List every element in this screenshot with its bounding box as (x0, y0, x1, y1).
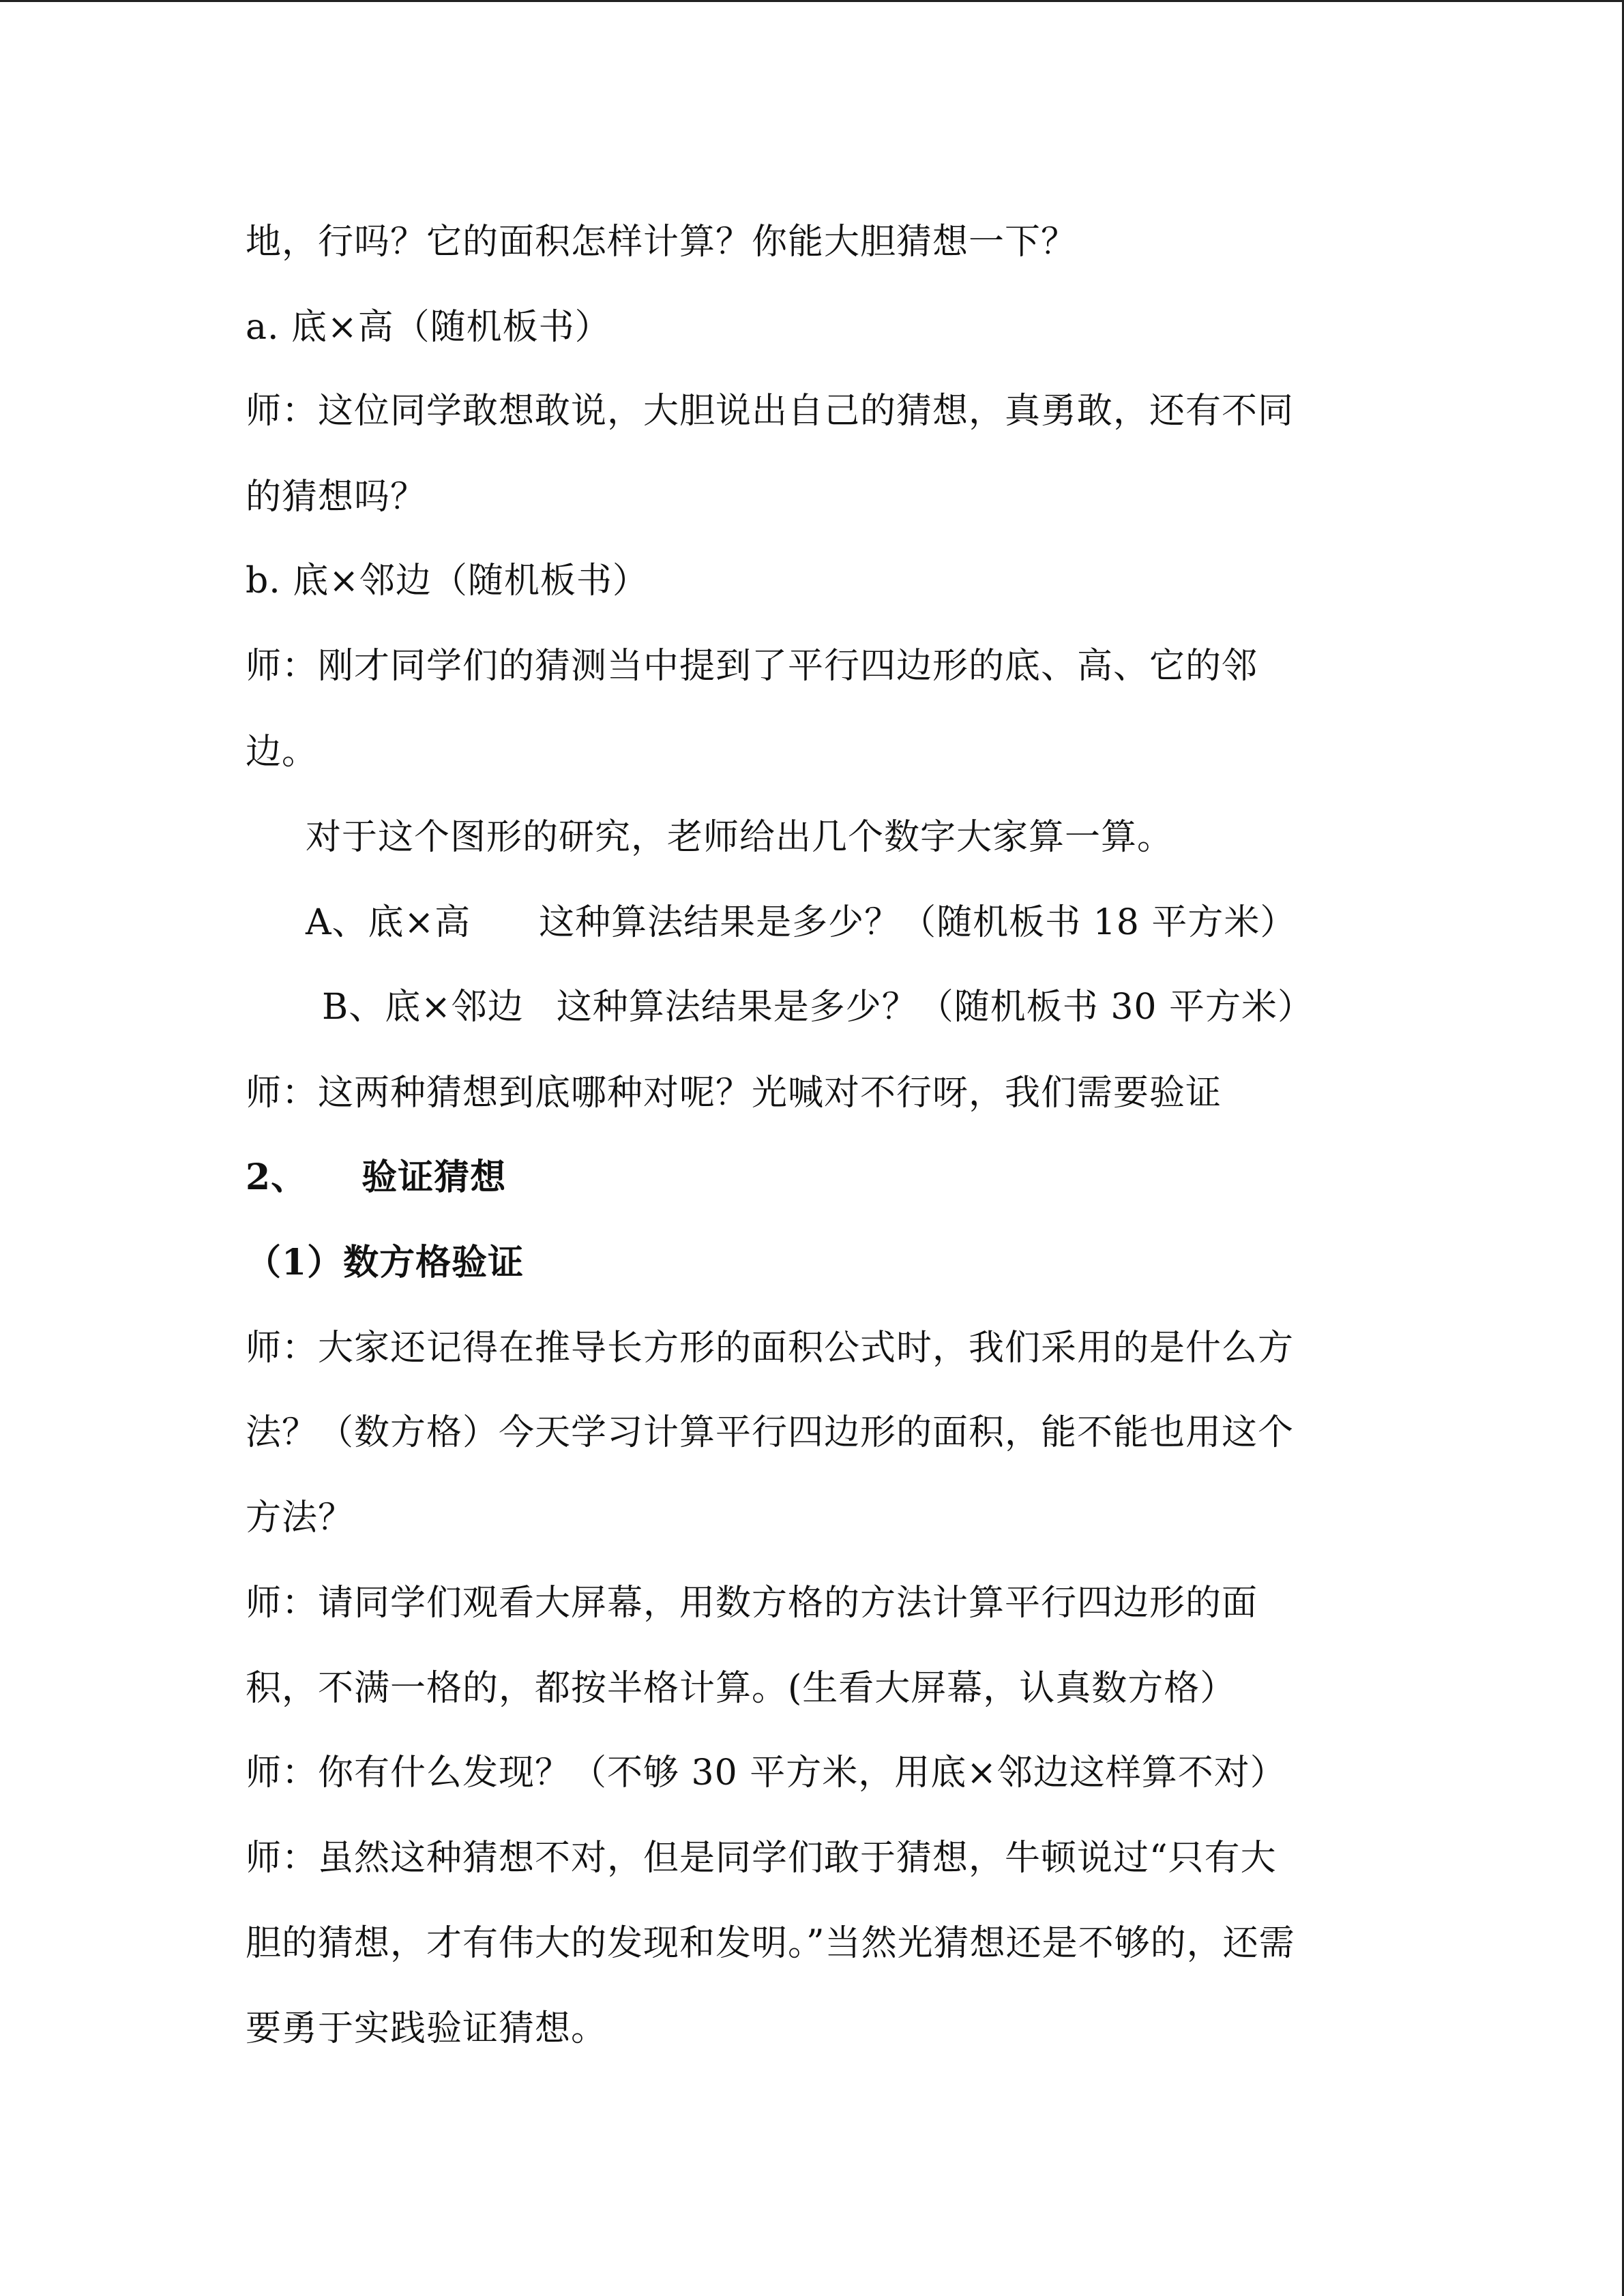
subsection-heading: （1）数方格验证 (246, 1242, 525, 1283)
text-line: 要勇于实践验证猜想。 (246, 2008, 608, 2049)
text-line: 师：这位同学敢想敢说，大胆说出自己的猜想，真勇敢，还有不同 (246, 391, 1295, 432)
text-line: 的猜想吗？ (246, 477, 427, 518)
teacher-text: 这两种猜想到底哪种对呢？光喊对不行呀，我们需要验证 (318, 1073, 1222, 1114)
text-line: 师：刚才同学们的猜测当中提到了平行四边形的底、高、它的邻 (246, 646, 1258, 687)
teacher-prefix: 师： (246, 1073, 319, 1114)
guess-a-text: 这种算法结果是多少？（随机板书 18 平方米） (539, 902, 1297, 943)
teacher-line (246, 1071, 1222, 1115)
indented-text-line: 对于这个图形的研究，老师给出几个数字大家算一算。 (306, 817, 1174, 858)
text-line: 胆的猜想，才有伟大的发现和发明。”当然光猜想还是不够的，还需 (246, 1923, 1295, 1964)
guess-b-line: b. 底×邻边（随机板书） (246, 561, 649, 601)
guess-a-line: a. 底×高（随机板书） (246, 307, 611, 348)
text-line: 地，行吗？它的面积怎样计算？你能大胆猜想一下？ (246, 222, 1078, 263)
text-line: 方法？ (246, 1497, 355, 1538)
text-line: 法？（数方格）今天学习计算平行四边形的面积，能不能也用这个 (246, 1412, 1295, 1453)
guess-a-result-line (306, 901, 1296, 944)
guess-b-result-line (322, 985, 1314, 1029)
section-heading (246, 1156, 506, 1199)
section-number: 2、 (246, 1157, 308, 1198)
guess-a-label: A、底×高 (306, 902, 471, 943)
text-line: 师：大家还记得在推导长方形的面积公式时，我们采用的是什么方 (246, 1328, 1295, 1369)
section-title: 验证猜想 (361, 1157, 507, 1198)
text-line: 师：你有什么发现？（不够 30 平方米，用底×邻边这样算不对） (246, 1753, 1286, 1793)
guess-b-label: B、底×邻边 (322, 987, 524, 1028)
text-line: 边。 (246, 732, 319, 773)
text-line: 师：虽然这种猜想不对，但是同学们敢于猜想，牛顿说过“只有大 (246, 1838, 1277, 1879)
text-line: 积，不满一格的，都按半格计算。(生看大屏幕，认真数方格） (246, 1668, 1237, 1709)
guess-b-text: 这种算法结果是多少？（随机板书 30 平方米） (556, 987, 1314, 1028)
text-line: 师：请同学们观看大屏幕，用数方格的方法计算平行四边形的面 (246, 1583, 1258, 1624)
